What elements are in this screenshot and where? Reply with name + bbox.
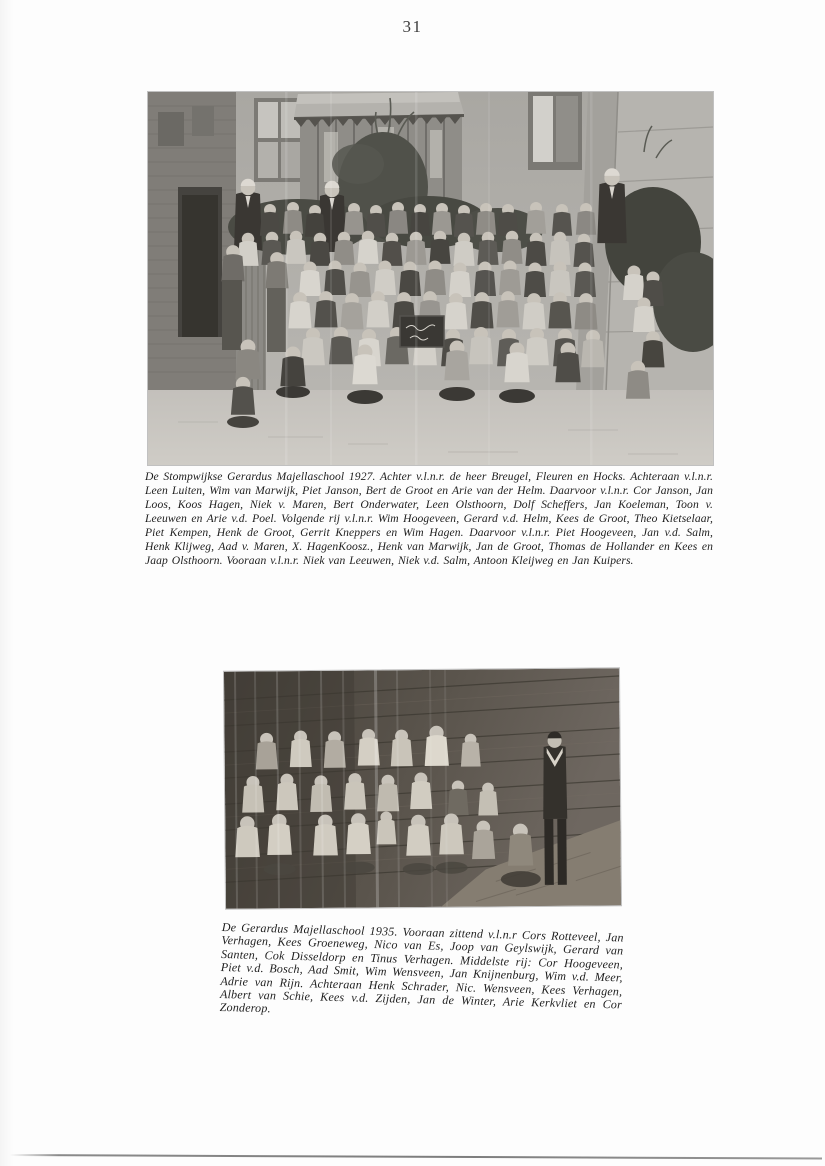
page-number: 31: [402, 17, 423, 36]
class-photo-1927: [148, 92, 713, 465]
class-photo-1935: [224, 668, 621, 908]
scan-artifact-line: [10, 1154, 822, 1160]
photo-1927-slate-sign: [400, 316, 444, 347]
caption-1927: De Stompwijkse Gerardus Majellaschool 1927. Achter v.l.n.r. de heer Breugel, Fleuren en Hocks. Achteraan v.l.n.r. Leen Luiten, Wim van Marwijk, Piet Janson, Bert de Groot en Arie van der Helm. Daarvoor v.l.n.r. Cor Janson, Jan Loos, Koos Hagen, Niek v. Maren, Bert Onderwater, Leen Olsthoorn, Dolf Scheffers, Jan Koeleman, Toon v. Leeuwen en Arie v.d. Poel. Volgende rij v.l.n.r. Wim Hoogeveen, Gerard v.d. Helm, Kees de Groot, Theo Kietselaar, Piet Kempen, Henk de Groot, Gerrit Kneppers en Wim Hagen. Daarvoor v.l.n.r. Piet Hoogeveen, Jan v.d. Salm, Henk Klijweg, Aad v. Maren, X. HagenKoosz., Henk van Marwijk, Jan de Groot, Thomas de Hollander en Kees en Jaap Olsthoorn. Vooraan v.l.n.r. Niek van Leeuwen, Niek v.d. Salm, Antoon Kleijweg en Jan Kuipers.: [145, 470, 713, 567]
class-photo-1927-image: [148, 92, 713, 465]
class-photo-1935-image: [224, 668, 621, 908]
caption-1935: De Gerardus Majellaschool 1935. Vooraan zittend v.l.n.r Cors Rotteveel, Jan Verhagen, Kees Groeneweg, Nico van Es, Joop van Geylswijk, Gerard van Santen, Cok Disseldorp en Tinus Verhagen. Middelste rij: Cor Hoogeveen, Piet v.d. Bosch, Aad Smit, Wim Wensveen, Jan Knijnenburg, Wim v.d. Meer, Adrie van Rijn. Achteraan Henk Schrader, Nic. Wensveen, Kees Verhagen, Albert van Schie, Kees v.d. Zijden, Jan de Winter, Arie Kerkvliet en Cor Zonderop.: [219, 920, 624, 1016]
